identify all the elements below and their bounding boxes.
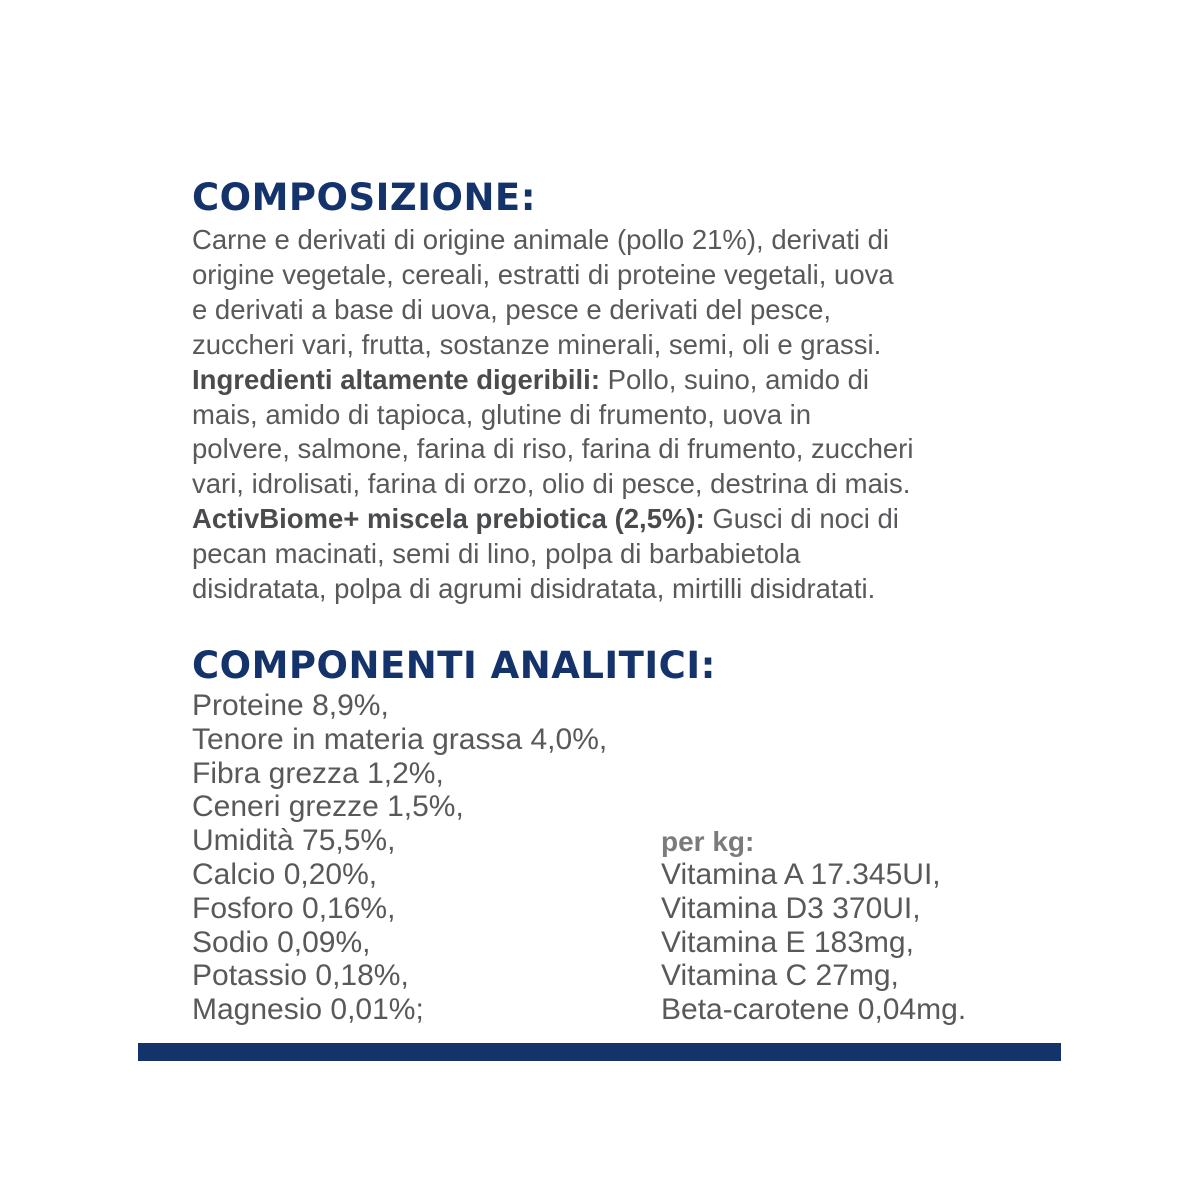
list-item: Umidità 75,5%, (192, 824, 396, 858)
list-item: Tenore in materia grassa 4,0%, (192, 722, 608, 756)
composizione-line: Carne e derivati di origine animale (pollo 21%), derivati di (192, 224, 890, 255)
composizione-line: zuccheri vari, frutta, sostanze minerali, semi, oli e grassi. (192, 328, 882, 360)
composizione-line (192, 502, 1072, 537)
list-item: Magnesio 0,01%; (192, 993, 424, 1027)
list-item: Fibra grezza 1,2%, (192, 756, 444, 790)
list-item: Vitamina E 183mg, (661, 925, 914, 959)
activbiome-text: Gusci di noci di (704, 503, 899, 535)
per-kg-label: per kg: (661, 826, 755, 857)
composizione-line: disidratata, polpa di agrumi disidratata, mirtilli disidratati. (192, 573, 876, 605)
composizione-text (192, 223, 1072, 607)
list-item: Fosforo 0,16%, (192, 891, 396, 925)
composizione-heading: COMPOSIZIONE: (192, 176, 536, 219)
composizione-line: polvere, salmone, farina di riso, farina di frumento, zuccheri (192, 433, 914, 465)
componenti-analitici-heading: COMPONENTI ANALITICI: (192, 644, 716, 687)
composizione-line: pecan macinati, semi di lino, polpa di barbabietola (192, 538, 801, 570)
bottom-accent-bar (138, 1043, 1061, 1061)
composizione-line (192, 363, 1072, 398)
list-item: Beta-carotene 0,04mg. (661, 993, 967, 1027)
list-item: Proteine 8,9%, (192, 689, 389, 722)
composizione-line: e derivati a base di uova, pesce e derivati del pesce, (192, 293, 831, 325)
list-item: Vitamina C 27mg, (661, 959, 899, 993)
componenti-analitici-list (192, 689, 607, 1027)
list-item: Potassio 0,18%, (192, 959, 409, 993)
ingredienti-digeribili-label: Ingredienti altamente digeribili: (192, 363, 600, 395)
list-item: Sodio 0,09%, (192, 925, 371, 959)
per-kg-list (661, 858, 966, 1027)
list-item: Vitamina D3 370UI, (661, 891, 921, 925)
list-item: Ceneri grezze 1,5%, (192, 790, 464, 824)
list-item: Calcio 0,20%, (192, 857, 378, 891)
list-item: Vitamina A 17.345UI, (661, 858, 941, 891)
activbiome-label: ActivBiome+ miscela prebiotica (2,5%): (192, 503, 705, 535)
composizione-line: vari, idrolisati, farina di orzo, olio di pesce, destrina di mais. (192, 468, 911, 500)
composizione-line: mais, amido di tapioca, glutine di frumento, uova in (192, 398, 812, 430)
ingredienti-digeribili-text: Pollo, suino, amido di (599, 363, 870, 395)
composizione-line: origine vegetale, cereali, estratti di proteine vegetali, uova (192, 258, 894, 290)
